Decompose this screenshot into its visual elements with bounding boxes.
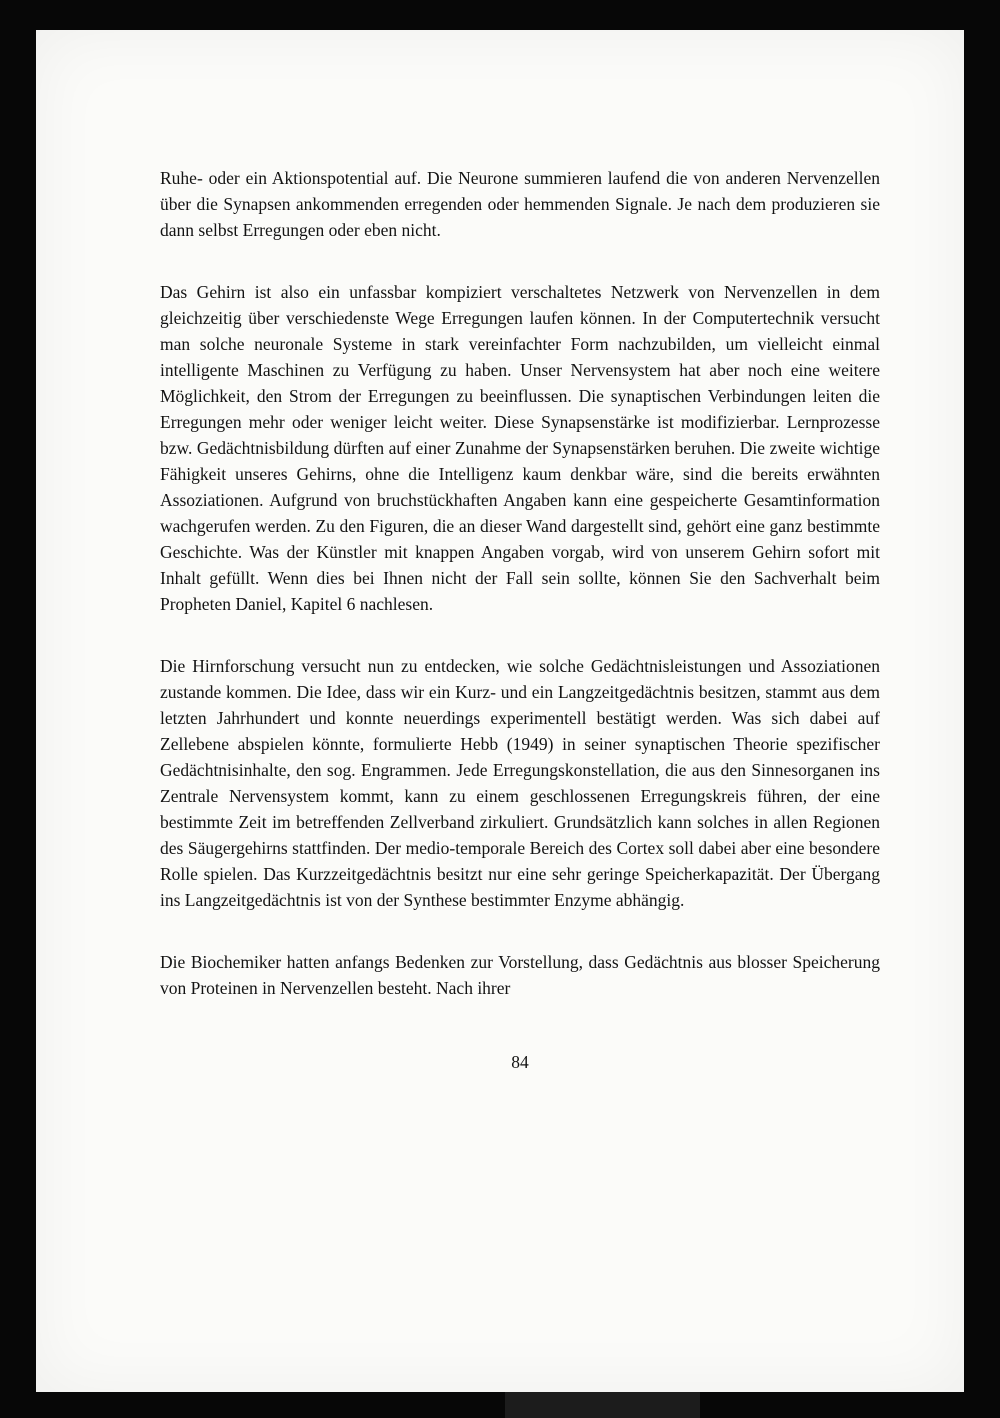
paragraph-4: Die Biochemiker hatten anfangs Bedenken zur Vorstellung, dass Gedächtnis aus blosser Speicherung von Proteinen in Nervenzellen besteht. Nach ihrer: [160, 952, 880, 998]
page-text-block: [160, 165, 880, 1075]
paragraph-3: Die Hirnforschung versucht nun zu entdecken, wie solche Gedächtnisleistungen und Assoziationen zustande kommen. Die Idee, dass wir ein Kurz- und ein Langzeitgedächtnis besitzen, stammt aus dem letzten Jahrhundert und konnte neuerdings experimentell bestätigt werden. Was sich dabei auf Zellebene abspielen könnte, formulierte Hebb (1949) in seiner synaptischen Theorie spezifischer Gedächtnisinhalte, den sog. Engrammen. Jede Erregungskonstellation, die aus den Sinnesorganen ins Zentrale Nervensystem kommt, kann zu einem geschlossenen Erregungskreis führen, der eine bestimmte Zeit im betreffenden Zellverband zirkuliert. Grundsätzlich kann solches in allen Regionen des Säugergehirns stattfinden. Der medio-temporale Bereich des Cortex soll dabei aber eine besondere Rolle spielen. Das Kurzzeitgedächtnis besitzt nur eine sehr geringe Speicherkapazität. Der Übergang ins Langzeitgedächtnis ist von der Synthese bestimmter Enzyme abhängig.: [160, 656, 880, 910]
book-edge-shadow: [505, 1392, 700, 1418]
book-page: [36, 30, 964, 1392]
paragraph-1: Ruhe- oder ein Aktionspotential auf. Die Neurone summieren laufend die von anderen Nervenzellen über die Synapsen ankommenden erregenden oder hemmenden Signale. Je nach dem produzieren sie dann selbst Erregungen oder eben nicht.: [160, 168, 880, 240]
page-number: 84: [511, 1052, 529, 1072]
paragraph-2: Das Gehirn ist also ein unfassbar kompiziert verschaltetes Netzwerk von Nervenzellen in dem gleichzeitig über verschiedenste Wege Erregungen laufen können. In der Computertechnik versucht man solche neuronale Systeme in stark vereinfachter Form nachzubilden, um vielleicht einmal intelligente Maschinen zu Verfügung zu haben. Unser Nervensystem hat aber noch eine weitere Möglichkeit, den Strom der Erregungen zu beeinflussen. Die synaptischen Verbindungen leiten die Erregungen mehr oder weniger leicht weiter. Diese Synapsenstärke ist modifizierbar. Lernprozesse bzw. Gedächtnisbildung dürften auf einer Zunahme der Synapsenstärken beruhen. Die zweite wichtige Fähigkeit unseres Gehirns, ohne die Intelligenz kaum denkbar wäre, sind die bereits erwähnten Assoziationen. Aufgrund von bruchstückhaften Angaben kann eine gespeicherte Gesamtinformation wachgerufen werden. Zu den Figuren, die an dieser Wand dargestellt sind, gehört eine ganz bestimmte Geschichte. Was der Künstler mit knappen Angaben vorgab, wird von unserem Gehirn sofort mit Inhalt gefüllt. Wenn dies bei Ihnen nicht der Fall sein sollte, können Sie den Sachverhalt beim Propheten Daniel, Kapitel 6 nachlesen.: [160, 282, 880, 614]
